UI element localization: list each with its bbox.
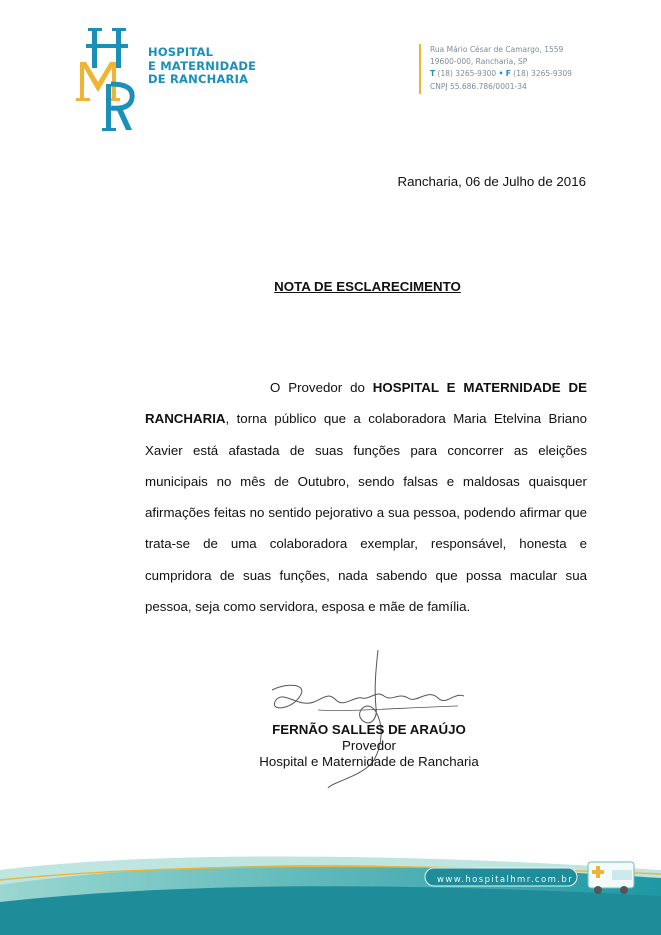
signer-organization: Hospital e Maternidade de Rancharia bbox=[259, 754, 479, 769]
hospital-brand-name bbox=[148, 46, 256, 87]
signer-name: FERNÃO SALLES DE ARAÚJO bbox=[272, 722, 466, 737]
signature-block bbox=[259, 722, 479, 770]
address-city: 19600-000, Rancharia, SP bbox=[430, 57, 528, 67]
signer-role: Provedor bbox=[342, 738, 396, 753]
footer-wave bbox=[0, 840, 661, 935]
document-title: NOTA DE ESCLARECIMENTO bbox=[274, 279, 461, 294]
brand-line-1: HOSPITAL bbox=[148, 45, 214, 59]
brand-line-3: DE RANCHARIA bbox=[148, 72, 249, 86]
address-cnpj: CNPJ 55.686.786/0001-34 bbox=[430, 81, 527, 91]
document-date: Rancharia, 06 de Julho de 2016 bbox=[397, 174, 586, 189]
letterhead bbox=[0, 0, 661, 140]
organization-name: HOSPITAL E MATERNIDADE DE RANCHARIA bbox=[145, 380, 588, 427]
address-phones: T (18) 3265-9300 • F (18) 3265-9309 bbox=[430, 69, 572, 79]
hmr-logo bbox=[76, 26, 140, 134]
brand-line-2: E MATERNIDADE bbox=[148, 58, 257, 73]
address-street: Rua Mário César de Camargo, 1559 bbox=[430, 45, 564, 54]
address-divider bbox=[419, 44, 421, 94]
document-paragraph: O Provedor do HOSPITAL E MATERNIDADE DE RANCHARIA, torna público que a colaboradora Maria Etelvina Briano Xavier está afastada de suas funções para concorrer as eleições municipais no mês de Outubro, sendo falsas e maldosas quaisquer afirmações feitas no sentido pejorativo a sua pessoa, podendo afirmar que trata-se de uma colaboradora exemplar, responsável, honesta e cumpridora de suas funções, nada sabendo que possa macular sua pessoa, seja como servidora, esposa e mãe de família. bbox=[145, 380, 588, 615]
hospital-address bbox=[430, 44, 572, 93]
website-link[interactable]: www.hospitalhmr.com.br bbox=[437, 875, 574, 885]
